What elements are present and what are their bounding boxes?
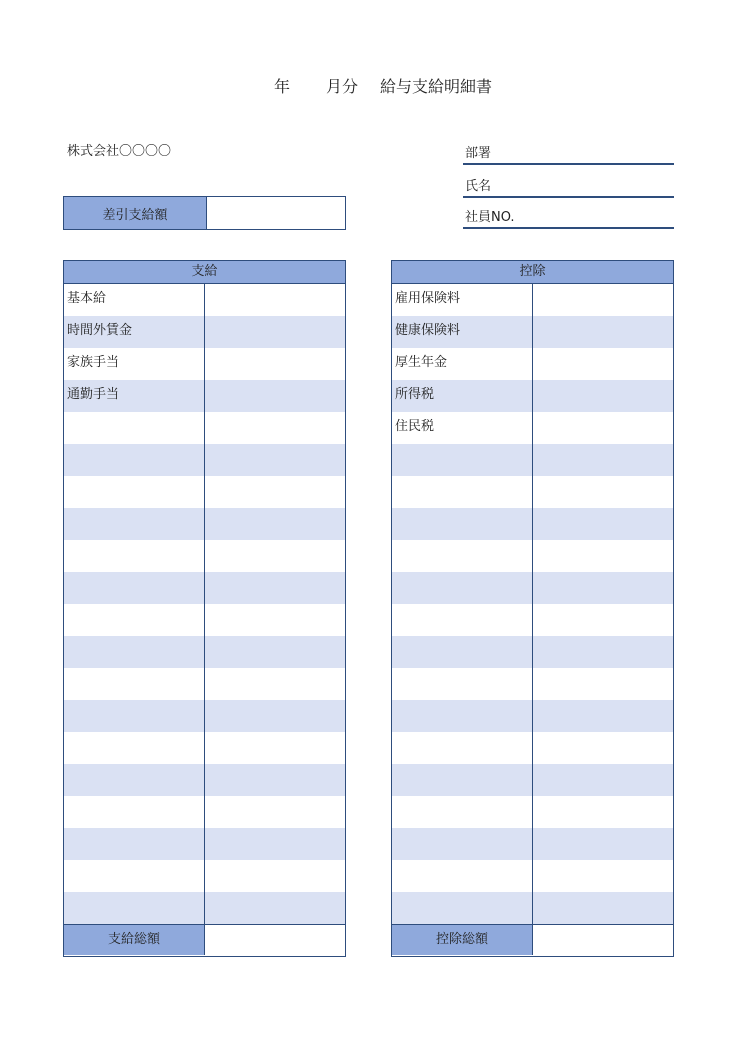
deduction-item-label xyxy=(392,796,533,828)
payment-row xyxy=(64,668,345,700)
payment-item-label xyxy=(64,860,205,892)
payment-item-label: 基本給 xyxy=(64,284,205,316)
deduction-row xyxy=(392,668,673,700)
payment-item-label xyxy=(64,604,205,636)
payment-item-value[interactable] xyxy=(205,668,345,700)
payment-item-value[interactable] xyxy=(205,828,345,860)
name-field[interactable] xyxy=(463,167,674,198)
payment-item-value[interactable] xyxy=(205,700,345,732)
deduction-item-label: 雇用保険料 xyxy=(392,284,533,316)
payment-item-label xyxy=(64,764,205,796)
deduction-item-value[interactable] xyxy=(533,444,673,476)
payment-item-label xyxy=(64,476,205,508)
deduction-item-label xyxy=(392,476,533,508)
payment-row xyxy=(64,892,345,924)
payment-item-value[interactable] xyxy=(205,316,345,348)
deduction-item-label xyxy=(392,604,533,636)
payment-item-value[interactable] xyxy=(205,636,345,668)
payment-row xyxy=(64,636,345,668)
deduction-row xyxy=(392,476,673,508)
deductions-total-value[interactable] xyxy=(533,925,673,955)
deduction-row xyxy=(392,348,673,380)
deductions-total-row xyxy=(392,924,673,955)
deduction-item-value[interactable] xyxy=(533,572,673,604)
deduction-row xyxy=(392,700,673,732)
payment-row xyxy=(64,572,345,604)
payment-row xyxy=(64,828,345,860)
deduction-item-value[interactable] xyxy=(533,796,673,828)
deduction-item-value[interactable] xyxy=(533,732,673,764)
deduction-item-value[interactable] xyxy=(533,700,673,732)
deduction-item-label xyxy=(392,444,533,476)
net-pay-value[interactable] xyxy=(207,197,345,229)
payment-item-value[interactable] xyxy=(205,764,345,796)
payment-row xyxy=(64,796,345,828)
deduction-item-label: 厚生年金 xyxy=(392,348,533,380)
payments-total-row xyxy=(64,924,345,955)
payments-table xyxy=(63,260,346,957)
deductions-total-label: 控除総額 xyxy=(392,925,533,955)
net-pay-box xyxy=(63,196,346,230)
net-pay-label: 差引支給額 xyxy=(64,197,207,229)
deduction-item-label: 住民税 xyxy=(392,412,533,444)
payment-row xyxy=(64,476,345,508)
payment-row xyxy=(64,316,345,348)
payment-row xyxy=(64,284,345,316)
payment-item-value[interactable] xyxy=(205,572,345,604)
year-label: 年 xyxy=(274,77,291,96)
deduction-item-value[interactable] xyxy=(533,636,673,668)
deduction-item-value[interactable] xyxy=(533,380,673,412)
deduction-row xyxy=(392,412,673,444)
payment-item-label xyxy=(64,444,205,476)
payments-body xyxy=(64,284,345,924)
deduction-row xyxy=(392,572,673,604)
deduction-item-value[interactable] xyxy=(533,412,673,444)
payment-row xyxy=(64,348,345,380)
payment-item-label xyxy=(64,796,205,828)
payments-header: 支給 xyxy=(64,261,345,284)
deduction-item-label xyxy=(392,572,533,604)
deduction-item-value[interactable] xyxy=(533,540,673,572)
deduction-item-value[interactable] xyxy=(533,892,673,924)
deduction-row xyxy=(392,444,673,476)
deduction-item-label: 所得税 xyxy=(392,380,533,412)
deduction-item-value[interactable] xyxy=(533,604,673,636)
payment-item-value[interactable] xyxy=(205,348,345,380)
payment-row xyxy=(64,412,345,444)
payments-total-value[interactable] xyxy=(205,925,345,955)
deduction-row xyxy=(392,604,673,636)
payment-item-label xyxy=(64,636,205,668)
month-label: 月分 xyxy=(326,77,359,96)
deduction-item-value[interactable] xyxy=(533,668,673,700)
deductions-header: 控除 xyxy=(392,261,673,284)
payment-item-label xyxy=(64,892,205,924)
company-name: 株式会社〇〇〇〇 xyxy=(67,144,172,159)
employee-no-label: 社員NO. xyxy=(465,210,515,225)
payment-item-value[interactable] xyxy=(205,732,345,764)
department-label: 部署 xyxy=(465,146,492,161)
name-label: 氏名 xyxy=(465,179,492,194)
payment-row xyxy=(64,764,345,796)
deduction-item-value[interactable] xyxy=(533,860,673,892)
deduction-item-value[interactable] xyxy=(533,764,673,796)
payment-item-value[interactable] xyxy=(205,604,345,636)
payment-row xyxy=(64,604,345,636)
deduction-row xyxy=(392,828,673,860)
deduction-item-label xyxy=(392,508,533,540)
payment-item-value[interactable] xyxy=(205,476,345,508)
payment-item-label xyxy=(64,828,205,860)
payment-item-value[interactable] xyxy=(205,412,345,444)
deductions-table xyxy=(391,260,674,957)
payment-item-value[interactable] xyxy=(205,380,345,412)
deduction-item-label xyxy=(392,892,533,924)
payment-item-value[interactable] xyxy=(205,796,345,828)
deduction-row xyxy=(392,636,673,668)
deduction-row xyxy=(392,732,673,764)
deduction-item-label xyxy=(392,860,533,892)
payment-item-label xyxy=(64,540,205,572)
deduction-item-value[interactable] xyxy=(533,348,673,380)
document-title xyxy=(0,72,750,98)
deduction-row xyxy=(392,540,673,572)
deduction-item-label xyxy=(392,540,533,572)
deduction-item-label xyxy=(392,732,533,764)
payment-row xyxy=(64,380,345,412)
payment-item-value[interactable] xyxy=(205,284,345,316)
payment-item-label xyxy=(64,668,205,700)
payment-item-label xyxy=(64,508,205,540)
deduction-item-label: 健康保険料 xyxy=(392,316,533,348)
payment-item-value[interactable] xyxy=(205,860,345,892)
payment-item-value[interactable] xyxy=(205,892,345,924)
deduction-row xyxy=(392,284,673,316)
deduction-row xyxy=(392,860,673,892)
payment-row xyxy=(64,540,345,572)
payment-item-label xyxy=(64,700,205,732)
deduction-item-label xyxy=(392,636,533,668)
payment-item-label: 通勤手当 xyxy=(64,380,205,412)
deduction-row xyxy=(392,380,673,412)
payment-row xyxy=(64,860,345,892)
deduction-item-value[interactable] xyxy=(533,284,673,316)
deduction-item-label xyxy=(392,700,533,732)
deduction-item-value[interactable] xyxy=(533,828,673,860)
payment-item-label xyxy=(64,412,205,444)
payment-item-label xyxy=(64,572,205,604)
deduction-item-value[interactable] xyxy=(533,508,673,540)
payment-row xyxy=(64,444,345,476)
deduction-row xyxy=(392,892,673,924)
deductions-body xyxy=(392,284,673,924)
deduction-item-label xyxy=(392,764,533,796)
deduction-item-label xyxy=(392,668,533,700)
payment-item-value[interactable] xyxy=(205,444,345,476)
payment-item-label xyxy=(64,732,205,764)
payment-item-value[interactable] xyxy=(205,540,345,572)
payments-total-label: 支給総額 xyxy=(64,925,205,955)
employee-no-field[interactable] xyxy=(463,198,674,229)
payment-row xyxy=(64,700,345,732)
deduction-item-label xyxy=(392,828,533,860)
deduction-item-value[interactable] xyxy=(533,476,673,508)
deduction-row xyxy=(392,764,673,796)
deduction-item-value[interactable] xyxy=(533,316,673,348)
department-field[interactable] xyxy=(463,134,674,165)
deduction-row xyxy=(392,316,673,348)
payment-item-label: 家族手当 xyxy=(64,348,205,380)
deduction-row xyxy=(392,508,673,540)
title-text: 給与支給明細書 xyxy=(380,77,493,96)
deduction-row xyxy=(392,796,673,828)
payment-row xyxy=(64,508,345,540)
payment-item-value[interactable] xyxy=(205,508,345,540)
payment-row xyxy=(64,732,345,764)
payment-item-label: 時間外賃金 xyxy=(64,316,205,348)
